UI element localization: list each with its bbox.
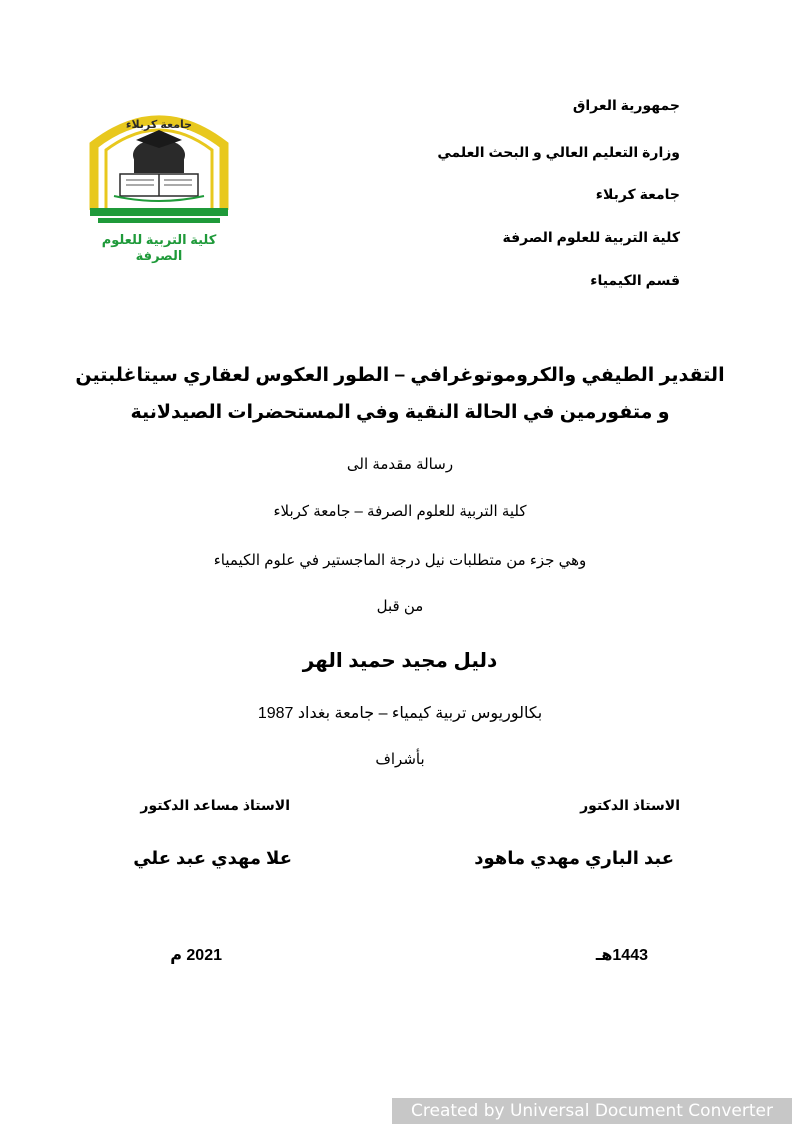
- by-label: من قبل: [376, 598, 424, 615]
- author-degree: بكالوريوس تربية كيمياء – جامعة بغداد 1987: [257, 705, 543, 722]
- institution: كلية التربية للعلوم الصرفة – جامعة كربلاء: [273, 503, 527, 520]
- supervision-label: بأشراف: [375, 751, 425, 768]
- header-department: قسم الكيمياء: [590, 272, 680, 288]
- thesis-title-line1: التقدير الطيفي والكروموتوغرافي – الطور العكوس لعقاري سيتاغلبتين: [75, 365, 725, 386]
- header-ministry: وزارة التعليم العالي و البحث العلمي: [437, 144, 680, 160]
- logo-bottom-text: كلية التربية للعلوم الصرفة: [101, 232, 217, 263]
- header-college: كلية التربية للعلوم الصرفة: [502, 229, 680, 245]
- author-name: دليل مجيد حميد الهر: [302, 650, 498, 672]
- hijri-year: 1443هـ: [595, 947, 648, 964]
- supervisor1-title: الاستاذ الدكتور: [580, 797, 680, 813]
- gregorian-year: 2021 م: [170, 947, 222, 964]
- supervisor2-name: علا مهدي عبد علي: [133, 848, 292, 868]
- supervisor1-name: عبد الباري مهدي ماهود: [474, 848, 674, 868]
- header-republic: جمهورية العراق: [572, 97, 680, 113]
- college-logo: [84, 100, 234, 263]
- header-university: جامعة كربلاء: [595, 186, 680, 202]
- converter-watermark: Created by Universal Document Converter: [392, 1098, 792, 1124]
- submitted-to: رسالة مقدمة الى: [346, 456, 454, 473]
- logo-top-text: جامعة كربلاء: [125, 119, 193, 131]
- requirement: وهي جزء من متطلبات نيل درجة الماجستير في علوم الكيمياء: [213, 552, 587, 569]
- thesis-title-line2: و متفورمين في الحالة النقية وفي المستحضرات الصيدلانية: [130, 402, 670, 423]
- supervisor2-title: الاستاذ مساعد الدكتور: [140, 797, 290, 813]
